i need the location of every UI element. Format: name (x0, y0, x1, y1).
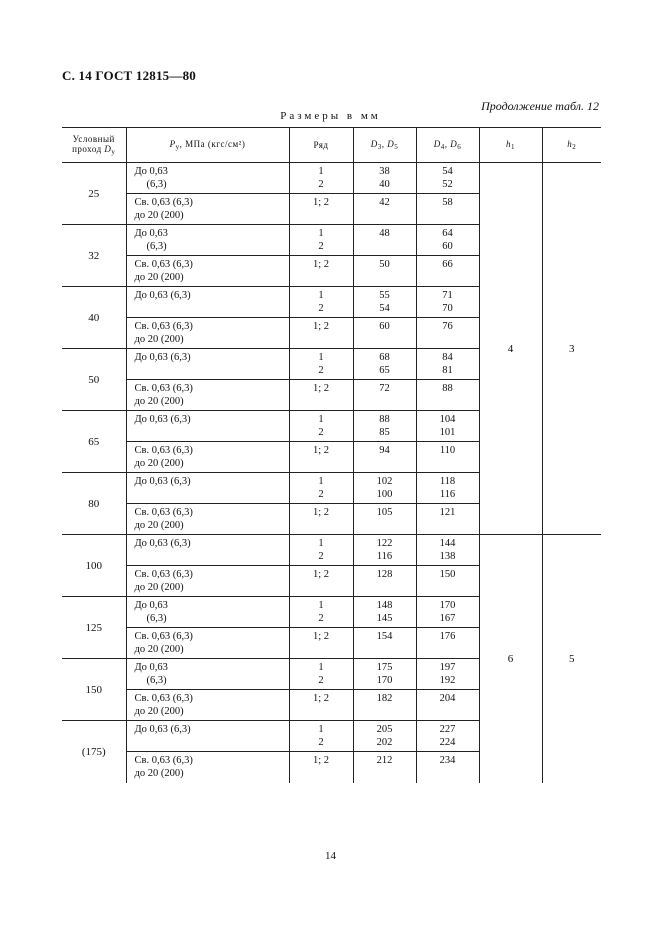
pressure-line-1: Св. 0,63 (6,3) (134, 259, 193, 270)
pressure-cell (126, 752, 289, 783)
row-series-value: 1; 2 (312, 445, 330, 456)
pressure-cell (126, 690, 289, 721)
d5-value: 170 (376, 674, 393, 686)
pressure-line-1: Св. 0,63 (6,3) (134, 569, 193, 580)
d3-d5-cell (353, 380, 416, 411)
d-value: 72 (379, 383, 390, 394)
pressure-cell (126, 535, 289, 566)
e-value: 176 (439, 631, 456, 642)
d3-d5-cell (353, 318, 416, 349)
pressure-line-1: До 0,63 (6,3) (134, 290, 191, 301)
pressure-line-1: До 0,63 (6,3) (134, 724, 191, 735)
row-series-value: 1; 2 (312, 383, 330, 394)
d3-d5-cell (353, 442, 416, 473)
row-series-value: 1; 2 (312, 569, 330, 580)
pressure-line-1: Св. 0,63 (6,3) (134, 321, 193, 332)
d4-d6-cell (416, 349, 479, 380)
pressure-line-2: до 20 (200) (134, 209, 184, 221)
pressure-line-2: до 20 (200) (134, 395, 184, 407)
d3-d5-cell (353, 628, 416, 659)
col-header-d5-symbol: D (387, 138, 395, 149)
h2-cell: 3 (542, 163, 601, 535)
pressure-line-2: до 20 (200) (134, 581, 184, 593)
e-value: 121 (439, 507, 456, 518)
row-series-cell (289, 349, 353, 380)
d4-value: 84 (442, 352, 453, 363)
d3-value: 102 (376, 476, 393, 487)
row-series-cell (289, 163, 353, 194)
pressure-line-2: (6,3) (146, 178, 167, 190)
pressure-line-2 (135, 365, 289, 377)
pressure-cell (126, 194, 289, 225)
d3-value: 175 (376, 662, 393, 673)
d4-d6-cell (416, 473, 479, 504)
col-header-row-series: Ряд (289, 128, 353, 163)
col-header-d4-symbol: D (433, 138, 441, 149)
pressure-line-1: До 0,63 (134, 662, 168, 673)
row-series-value-2: 2 (318, 364, 324, 376)
col-header-pressure-symbol: P (169, 138, 176, 149)
pressure-cell (126, 442, 289, 473)
d6-value: 167 (439, 612, 456, 624)
row-series-value-2: 2 (318, 302, 324, 314)
d5-value (354, 241, 416, 253)
e-value: 204 (439, 693, 456, 704)
row-series-cell (289, 659, 353, 690)
d3-value: 55 (379, 290, 390, 301)
col-header-d6-symbol: D (450, 138, 458, 149)
pressure-line-2 (135, 303, 289, 315)
pressure-line-1: До 0,63 (6,3) (134, 414, 191, 425)
dimensions-table (62, 127, 601, 783)
row-series-cell (289, 380, 353, 411)
d4-d6-cell (416, 566, 479, 597)
pressure-cell (126, 721, 289, 752)
nominal-bore-cell: 100 (62, 535, 126, 597)
row-series-cell (289, 752, 353, 783)
pressure-line-2 (135, 427, 289, 439)
d4-d6-cell (416, 752, 479, 783)
col-header-pressure-subscript: у (175, 142, 180, 151)
d-value: 42 (379, 197, 390, 208)
pressure-line-1: Св. 0,63 (6,3) (134, 383, 193, 394)
d3-d5-cell (353, 163, 416, 194)
row-series-value-1: 1 (318, 600, 324, 611)
row-series-value-1: 1 (318, 414, 324, 425)
row-series-value: 1; 2 (312, 631, 330, 642)
d3-d5-cell (353, 411, 416, 442)
d4-value: 170 (439, 600, 456, 611)
d-value: 94 (379, 445, 390, 456)
e-value: 88 (442, 383, 453, 394)
pressure-line-1: Св. 0,63 (6,3) (134, 631, 193, 642)
row-series-value-2: 2 (318, 488, 324, 500)
d3-d5-cell (353, 566, 416, 597)
pressure-cell (126, 504, 289, 535)
nominal-bore-cell: 50 (62, 349, 126, 411)
row-series-value: 1; 2 (312, 197, 330, 208)
h2-cell: 5 (542, 535, 601, 783)
pressure-line-2: до 20 (200) (134, 333, 184, 345)
col-header-h2-subscript: 2 (572, 142, 577, 151)
pressure-line-1: До 0,63 (134, 600, 168, 611)
pressure-line-2: до 20 (200) (134, 767, 184, 779)
row-series-cell (289, 473, 353, 504)
col-header-nominal-bore-symbol: D (104, 144, 112, 155)
row-series-cell (289, 566, 353, 597)
d3-d5-cell (353, 473, 416, 504)
pressure-cell (126, 318, 289, 349)
d-value: 128 (376, 569, 393, 580)
e-value: 150 (439, 569, 456, 580)
table-continuation-note: Продолжение табл. 12 (481, 99, 599, 113)
d3-value: 88 (379, 414, 390, 425)
col-header-d6-subscript: 6 (457, 142, 462, 151)
row-series-value: 1; 2 (312, 507, 330, 518)
d4-d6-cell (416, 194, 479, 225)
pressure-line-2 (135, 737, 289, 749)
table-caption: Размеры в мм (280, 110, 381, 122)
row-series-value: 1; 2 (312, 259, 330, 270)
d5-value: 85 (379, 426, 390, 438)
col-header-d4-d6 (416, 128, 479, 163)
d-value: 105 (376, 507, 393, 518)
col-header-d-separator: , (381, 138, 388, 149)
e-value: 58 (442, 197, 453, 208)
table-body (62, 163, 601, 783)
row-series-value-1: 1 (318, 228, 324, 239)
row-series-value-2: 2 (318, 612, 324, 624)
row-series-value-2: 2 (318, 240, 324, 252)
pressure-line-1: До 0,63 (6,3) (134, 476, 191, 487)
pressure-cell (126, 473, 289, 504)
row-series-cell (289, 256, 353, 287)
nominal-bore-cell: 32 (62, 225, 126, 287)
d3-d5-cell (353, 597, 416, 628)
nominal-bore-cell: 65 (62, 411, 126, 473)
pressure-line-1: До 0,63 (6,3) (134, 538, 191, 549)
d3-value: 68 (379, 352, 390, 363)
nominal-bore-cell: 80 (62, 473, 126, 535)
d4-d6-cell (416, 411, 479, 442)
pressure-cell (126, 597, 289, 628)
pressure-cell (126, 566, 289, 597)
row-series-cell (289, 628, 353, 659)
row-series-value-1: 1 (318, 166, 324, 177)
d4-d6-cell (416, 535, 479, 566)
d5-value: 145 (376, 612, 393, 624)
row-series-cell (289, 194, 353, 225)
e-value: 76 (442, 321, 453, 332)
pressure-line-2 (135, 551, 289, 563)
row-series-cell (289, 318, 353, 349)
table-row (62, 535, 601, 566)
pressure-line-2: (6,3) (146, 240, 167, 252)
d4-d6-cell (416, 380, 479, 411)
col-header-h1-subscript: 1 (511, 142, 515, 151)
col-header-d3-subscript: 3 (377, 142, 382, 151)
pressure-cell (126, 380, 289, 411)
pressure-line-2: до 20 (200) (134, 643, 184, 655)
col-header-h2 (542, 128, 601, 163)
d3-value: 148 (376, 600, 393, 611)
d4-d6-cell (416, 597, 479, 628)
d4-d6-cell (416, 659, 479, 690)
pressure-line-1: До 0,63 (134, 228, 168, 239)
nominal-bore-cell: 150 (62, 659, 126, 721)
row-series-value-1: 1 (318, 352, 324, 363)
row-series-cell (289, 504, 353, 535)
d4-d6-cell (416, 504, 479, 535)
d4-d6-cell (416, 442, 479, 473)
e-value: 66 (442, 259, 453, 270)
pressure-line-1: До 0,63 (134, 166, 168, 177)
d4-d6-cell (416, 318, 479, 349)
d4-value: 104 (439, 414, 456, 425)
pressure-cell (126, 628, 289, 659)
row-series-value-2: 2 (318, 178, 324, 190)
page-number: 14 (325, 850, 336, 862)
d5-value: 116 (376, 550, 393, 562)
e-value: 234 (439, 755, 456, 766)
d3-d5-cell (353, 256, 416, 287)
d3-d5-cell (353, 690, 416, 721)
pressure-line-2 (135, 489, 289, 501)
d3-d5-cell (353, 349, 416, 380)
e-value: 110 (439, 445, 456, 456)
row-series-cell (289, 442, 353, 473)
d3-d5-cell (353, 504, 416, 535)
row-series-cell (289, 411, 353, 442)
d6-value: 81 (442, 364, 453, 376)
pressure-line-1: Св. 0,63 (6,3) (134, 197, 193, 208)
d4-d6-cell (416, 721, 479, 752)
col-header-h1 (479, 128, 542, 163)
row-series-value-2: 2 (318, 426, 324, 438)
col-header-e-separator: , (444, 138, 451, 149)
nominal-bore-cell: 25 (62, 163, 126, 225)
col-header-d5-subscript: 5 (394, 142, 399, 151)
d6-value: 60 (442, 240, 453, 252)
d3-value: 122 (376, 538, 393, 549)
row-series-value-2: 2 (318, 736, 324, 748)
pressure-line-2: до 20 (200) (134, 519, 184, 531)
row-series-cell (289, 721, 353, 752)
pressure-cell (126, 225, 289, 256)
col-header-h2-symbol: h (567, 138, 573, 149)
row-series-value: 1; 2 (312, 321, 330, 332)
col-header-nominal-bore-line2: проход (72, 144, 102, 155)
d3-d5-cell (353, 659, 416, 690)
pressure-line-1: Св. 0,63 (6,3) (134, 445, 193, 456)
d5-value: 65 (379, 364, 390, 376)
col-header-pressure-text: , МПа (кгс/см²) (179, 138, 246, 149)
d4-value: 197 (439, 662, 456, 673)
row-series-cell (289, 690, 353, 721)
col-header-h1-symbol: h (506, 138, 511, 149)
row-series-cell (289, 535, 353, 566)
d3-d5-cell (353, 752, 416, 783)
row-series-value: 1; 2 (312, 693, 330, 704)
row-series-cell (289, 287, 353, 318)
d5-value: 202 (376, 736, 393, 748)
d4-value: 64 (442, 228, 453, 239)
nominal-bore-cell: 125 (62, 597, 126, 659)
row-series-value-2: 2 (318, 550, 324, 562)
d5-value: 40 (379, 178, 390, 190)
d3-value: 48 (379, 228, 390, 239)
pressure-cell (126, 256, 289, 287)
d6-value: 52 (442, 178, 453, 190)
pressure-line-1: Св. 0,63 (6,3) (134, 507, 193, 518)
d4-value: 118 (439, 476, 456, 487)
d6-value: 101 (439, 426, 456, 438)
d4-value: 144 (439, 538, 456, 549)
d4-d6-cell (416, 225, 479, 256)
col-header-nominal-bore-subscript: у (111, 148, 116, 157)
d4-d6-cell (416, 256, 479, 287)
d6-value: 116 (439, 488, 456, 500)
table-header-row (62, 128, 601, 163)
row-series-value-1: 1 (318, 538, 324, 549)
pressure-line-2: (6,3) (146, 612, 167, 624)
d5-value: 100 (376, 488, 393, 500)
col-header-pressure (126, 128, 289, 163)
d3-d5-cell (353, 225, 416, 256)
d3-value: 38 (379, 166, 390, 177)
d6-value: 192 (439, 674, 456, 686)
d5-value: 54 (379, 302, 390, 314)
d3-d5-cell (353, 721, 416, 752)
pressure-cell (126, 659, 289, 690)
row-series-value-1: 1 (318, 290, 324, 301)
h1-cell: 6 (479, 535, 542, 783)
d-value: 154 (376, 631, 393, 642)
d4-d6-cell (416, 690, 479, 721)
row-series-value: 1; 2 (312, 755, 330, 766)
nominal-bore-cell: (175) (81, 745, 106, 758)
pressure-line-2: (6,3) (146, 674, 167, 686)
d4-value: 54 (442, 166, 453, 177)
col-header-d3-symbol: D (370, 138, 378, 149)
pressure-cell (126, 411, 289, 442)
d3-d5-cell (353, 194, 416, 225)
d6-value: 138 (439, 550, 456, 562)
row-series-value-2: 2 (318, 674, 324, 686)
pressure-cell (126, 349, 289, 380)
pressure-line-2: до 20 (200) (134, 457, 184, 469)
row-series-value-1: 1 (318, 662, 324, 673)
d6-value: 224 (439, 736, 456, 748)
d-value: 182 (376, 693, 393, 704)
d4-value: 227 (439, 724, 456, 735)
d3-value: 205 (376, 724, 393, 735)
pressure-cell (126, 287, 289, 318)
d-value: 50 (379, 259, 390, 270)
d3-d5-cell (353, 535, 416, 566)
pressure-cell (126, 163, 289, 194)
col-header-d4-subscript: 4 (440, 142, 445, 151)
table-row (62, 163, 601, 194)
pressure-line-2: до 20 (200) (134, 271, 184, 283)
d-value: 60 (379, 321, 390, 332)
row-series-cell (289, 597, 353, 628)
nominal-bore-cell: 40 (62, 287, 126, 349)
d6-value: 70 (442, 302, 453, 314)
page-header: С. 14 ГОСТ 12815—80 (62, 68, 196, 83)
d3-d5-cell (353, 287, 416, 318)
col-header-nominal-bore (62, 128, 126, 163)
d4-d6-cell (416, 287, 479, 318)
row-series-value-1: 1 (318, 724, 324, 735)
col-header-nominal-bore-line1: Условный (72, 133, 115, 144)
d4-d6-cell (416, 628, 479, 659)
pressure-line-2: до 20 (200) (134, 705, 184, 717)
col-header-d3-d5 (353, 128, 416, 163)
d4-d6-cell (416, 163, 479, 194)
pressure-line-1: Св. 0,63 (6,3) (134, 693, 193, 704)
pressure-line-1: До 0,63 (6,3) (134, 352, 191, 363)
row-series-cell (289, 225, 353, 256)
d-value: 212 (376, 755, 393, 766)
h1-cell: 4 (479, 163, 542, 535)
row-series-value-1: 1 (318, 476, 324, 487)
d4-value: 71 (442, 290, 453, 301)
pressure-line-1: Св. 0,63 (6,3) (134, 755, 193, 766)
